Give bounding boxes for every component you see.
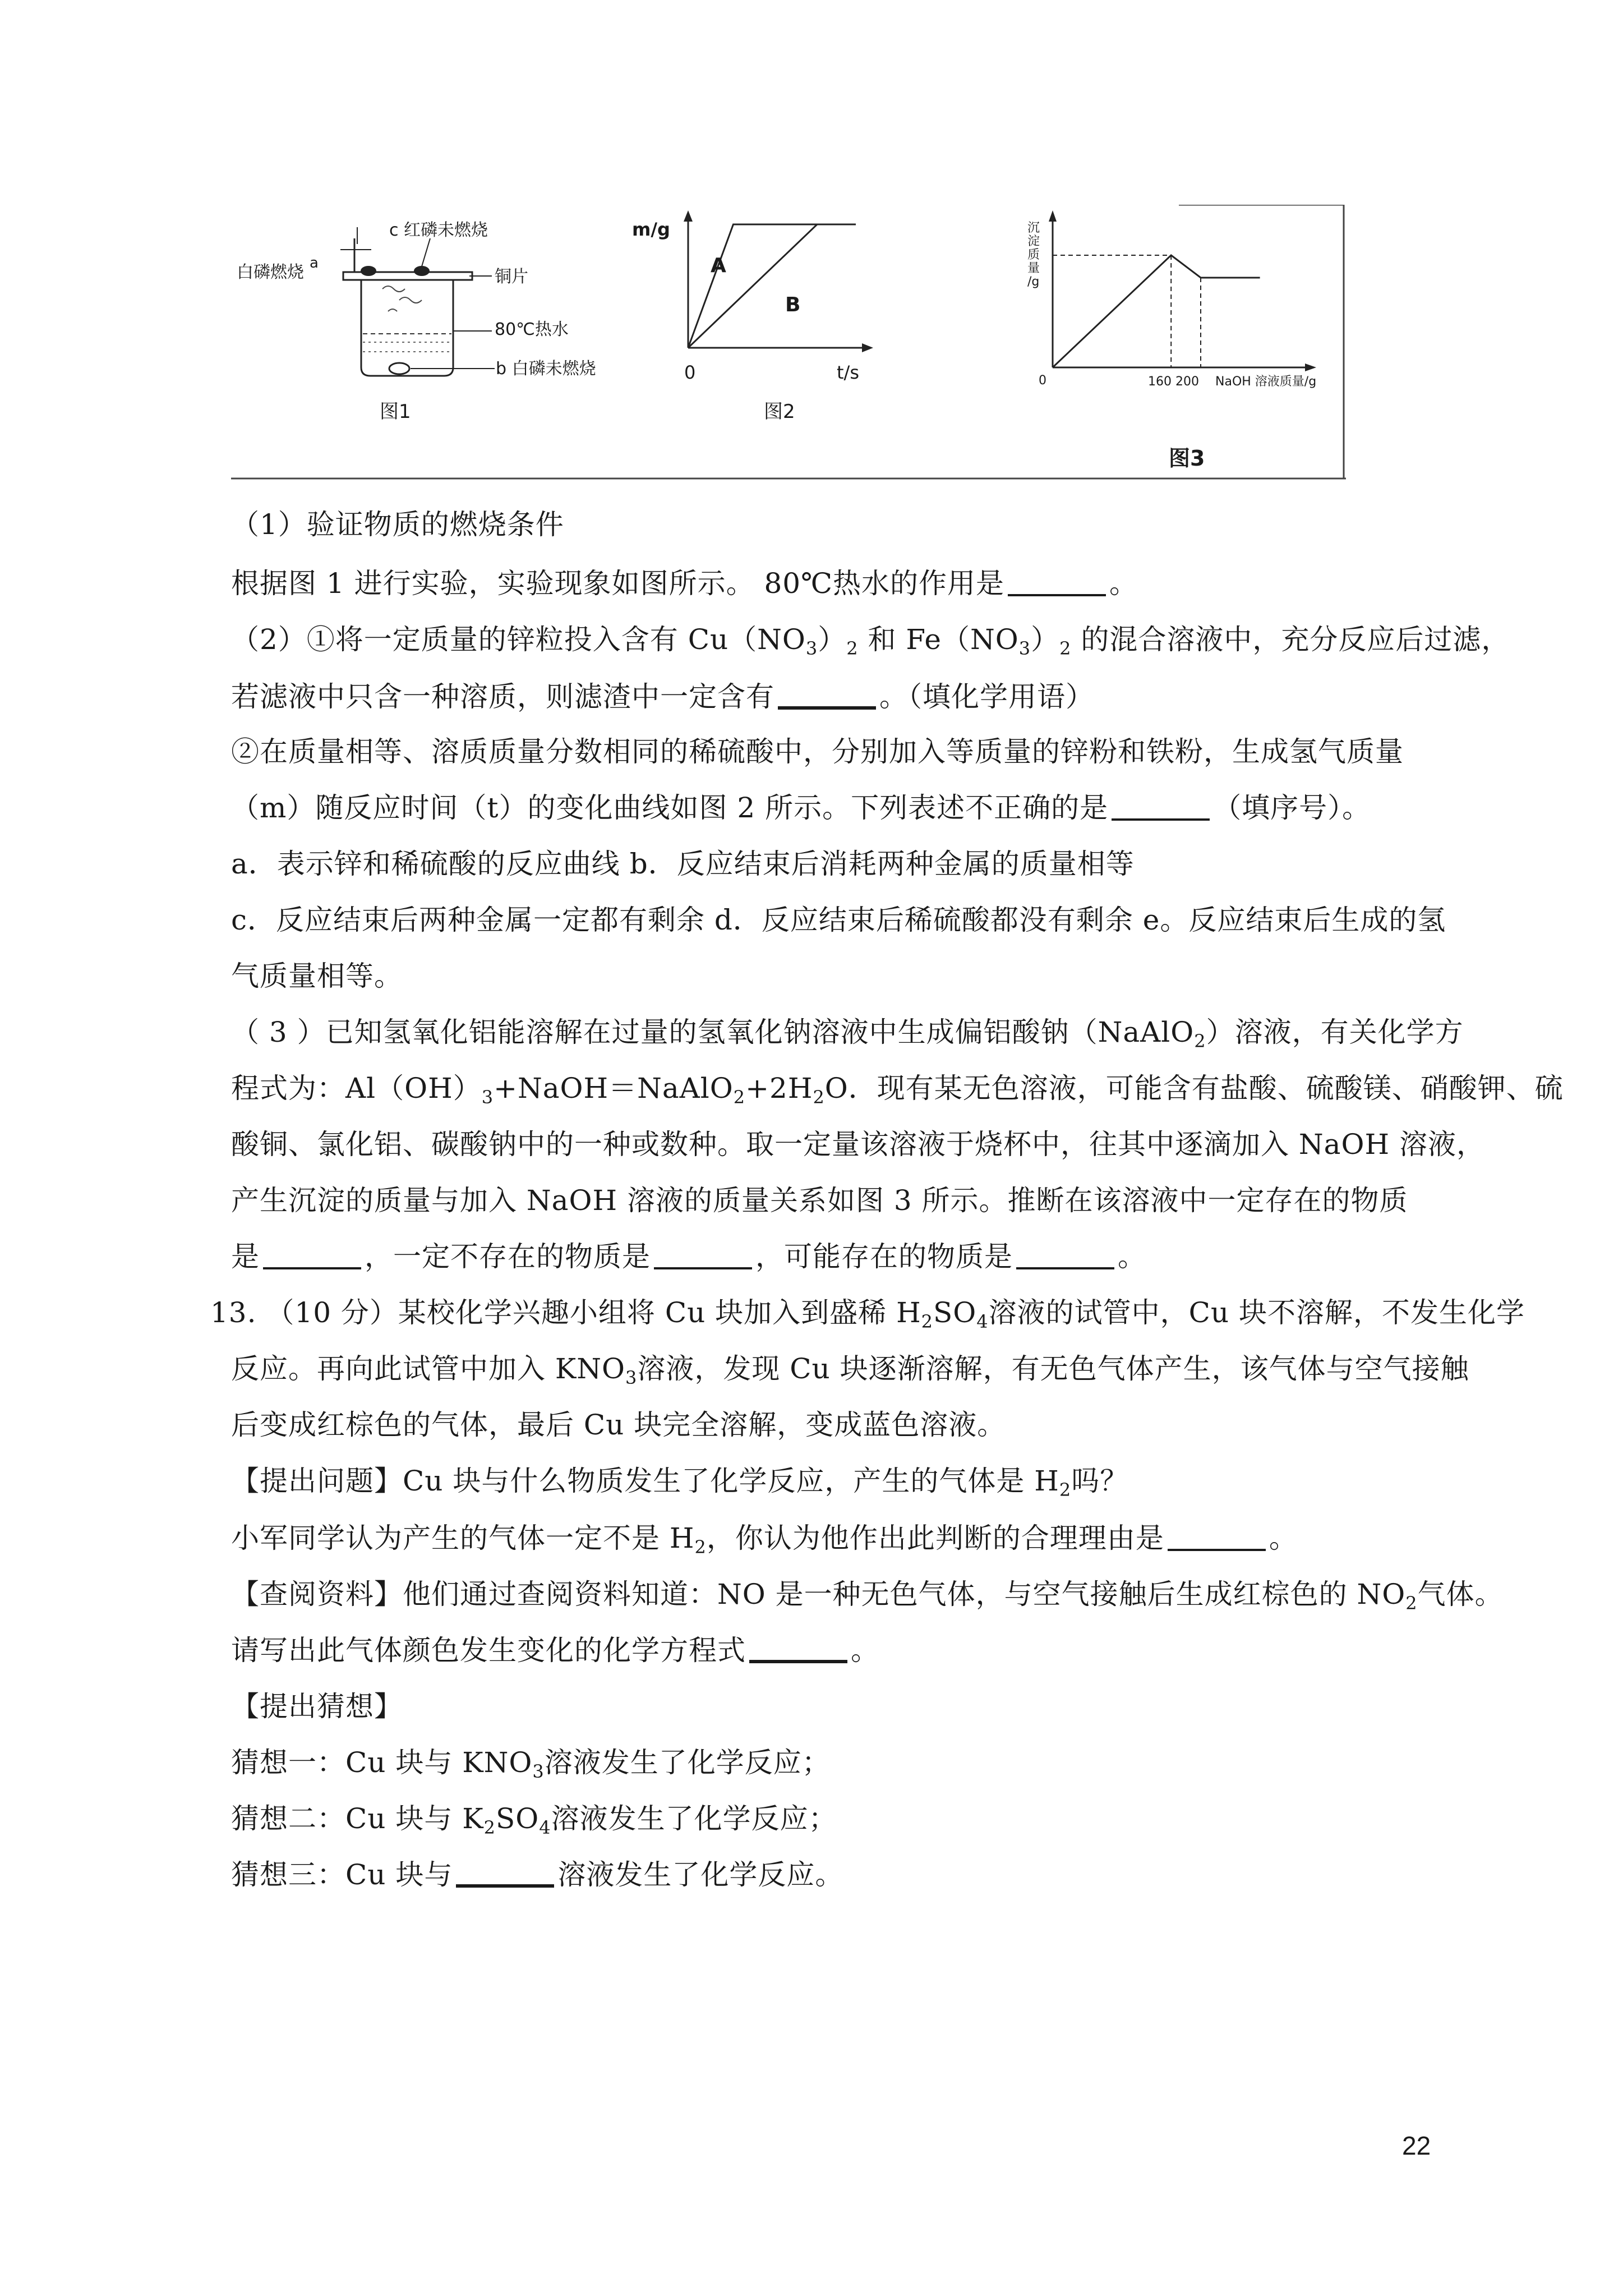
text-line-5: ②在质量相等、溶质质量分数相同的稀硫酸中，分别加入等质量的锌粉和铁粉，生成氢气质量 [231, 735, 1404, 768]
text-line-13: 产生沉淀的质量与加入 NaOH 溶液的质量关系如图 3 所示。推断在该溶液中一定存在的物质 [231, 1184, 1408, 1217]
fig2-origin: 0 [684, 362, 696, 383]
fig2-curve-a-label: A [711, 254, 726, 277]
answer-blank-incorrect-statement[interactable] [1112, 794, 1210, 821]
fig3-ylabel-2: 淀 [1027, 234, 1040, 249]
text-line-25: 猜想三：Cu 块与 溶液发生了化学反应。 [231, 1858, 844, 1891]
text-line-6: （m）随反应时间（t）的变化曲线如图 2 所示。下列表述不正确的是 （填序号）。 [231, 792, 1371, 824]
fig3-ylabel-5: /g [1027, 275, 1040, 289]
white-phosphorus-a [361, 266, 376, 276]
fig3-ylabel-1: 沉 [1027, 221, 1040, 235]
fig2-curve-b-label: B [785, 293, 801, 316]
fig1-label-a: 白磷燃烧 [237, 263, 304, 282]
fig2-caption: 图2 [764, 401, 795, 423]
text-line-9: 气质量相等。 [231, 960, 403, 992]
answer-blank-may-exist[interactable] [1016, 1243, 1114, 1269]
text-line-23: 猜想一：Cu 块与 $KNO_3$溶液发生了化学反应； [231, 1746, 831, 1782]
fig1-apparatus [237, 220, 596, 423]
text-line-22: 【提出猜想】 [231, 1690, 403, 1723]
fig2-xlabel: t/s [837, 362, 859, 383]
text-line-21: 请写出此气体颜色发生变化的化学方程式 。 [231, 1634, 879, 1667]
fig1-label-a-letter: a [310, 255, 319, 272]
answer-blank-must-exist[interactable] [263, 1243, 361, 1269]
fig1-label-copper: 铜片 [495, 267, 528, 287]
fig2-chart [632, 210, 873, 423]
answer-blank-residue[interactable] [778, 682, 876, 710]
text-line-11: 程式为：$Al(OH)_3+NaOH=NaAlO_2+2H_2O$．现有某无色溶液，可能含有盐酸、硫酸镁、硝酸钾、硫 [231, 1072, 1564, 1108]
text-line-17: 后变成红棕色的气体，最后 Cu 块完全溶解，变成蓝色溶液。 [231, 1409, 1006, 1441]
fig1-label-water: 80℃热水 [495, 320, 569, 339]
text-line-12: 酸铜、氯化铝、碳酸钠中的一种或数种。取一定量该溶液于烧杯中，往其中逐滴加入 NaOH 溶液， [231, 1128, 1485, 1161]
text-line-14: 是 ，一定不存在的物质是 ，可能存在的物质是 。 [231, 1240, 1146, 1273]
beaker [361, 280, 453, 376]
fig3-caption: 图3 [1169, 446, 1205, 471]
answer-blank-reason[interactable] [1168, 1524, 1266, 1551]
text-line-1 [231, 508, 1454, 541]
part1-heading: （1）验证物质的燃烧条件 [231, 508, 564, 541]
answer-blank-hot-water[interactable] [1008, 569, 1106, 596]
question-13-line-1: 13. （10 分）某校化学兴趣小组将 Cu 块加入到盛稀 $H_2SO_4$溶液的试管中，Cu 块不溶解，不发生化学 [210, 1296, 1525, 1332]
text-line-8: c．反应结束后两种金属一定都有剩余 d．反应结束后稀硫酸都没有剩余 e。反应结束后生成的氢 [231, 904, 1446, 936]
fig3-ylabel-4: 量 [1027, 261, 1040, 275]
figure-strip [231, 205, 1346, 480]
fig2-curve-b [688, 224, 856, 348]
answer-blank-equation[interactable] [749, 1635, 847, 1663]
text-line-18: 【提出问题】Cu 块与什么物质发生了化学反应，产生的气体是 $H_2$吗？ [231, 1465, 1129, 1501]
text-line-2: 根据图 1 进行实验，实验现象如图所示。 80℃热水的作用是 。 [231, 567, 1138, 600]
fig3-chart [1027, 210, 1316, 471]
fig3-xticks: 160 200 [1148, 375, 1199, 389]
figures-svg [231, 205, 1346, 480]
fig1-label-c: c 红磷未燃烧 [389, 220, 488, 240]
text-line-20: 【查阅资料】他们通过查阅资料知道：NO 是一种无色气体，与空气接触后生成红棕色的 $NO_2$气体。 [231, 1578, 1504, 1614]
text-line-10: （ 3 ）已知氢氧化铝能溶解在过量的氢氧化钠溶液中生成偏铝酸钠（NaAlO$_2$）溶液，有关化学方 [231, 1016, 1464, 1052]
white-phosphorus-b [389, 363, 409, 374]
page-number: 22 [1402, 2131, 1431, 2160]
fig3-xlabel: NaOH 溶液质量/g [1215, 375, 1317, 389]
fig2-curve-a [688, 224, 856, 348]
answer-blank-must-not-exist[interactable] [654, 1243, 752, 1269]
text-line-4: 若滤液中只含一种溶质，则滤渣中一定含有 。（填化学用语） [231, 680, 1094, 713]
red-phosphorus [414, 266, 430, 276]
text-line-3: （2）①将一定质量的锌粒投入含有 $Cu(NO_3)_2$ 和 $Fe(NO_3)_2$ 的混合溶液中，充分反应后过滤， [231, 623, 1510, 659]
text-line-19: 小军同学认为产生的气体一定不是 $H_2$，你认为他作出此判断的合理理由是 。 [231, 1522, 1298, 1558]
fig3-curve [1053, 255, 1260, 367]
fig3-ylabel-3: 质 [1027, 248, 1040, 262]
fig3-origin: 0 [1039, 374, 1046, 388]
text-line-16: 反应。再向此试管中加入 $KNO_3$溶液，发现 Cu 块逐渐溶解，有无色气体产生，该气体与空气接触 [231, 1352, 1469, 1388]
fig1-label-b: b 白磷未燃烧 [496, 359, 596, 379]
fig2-ylabel: m/g [632, 219, 670, 240]
text-line-24: 猜想二：Cu 块与 $K_2SO_4$溶液发生了化学反应； [231, 1802, 837, 1838]
answer-blank-guess-three[interactable] [456, 1860, 554, 1888]
text-line-7: a．表示锌和稀硫酸的反应曲线 b．反应结束后消耗两种金属的质量相等 [231, 848, 1135, 880]
fig1-caption: 图1 [380, 401, 411, 423]
